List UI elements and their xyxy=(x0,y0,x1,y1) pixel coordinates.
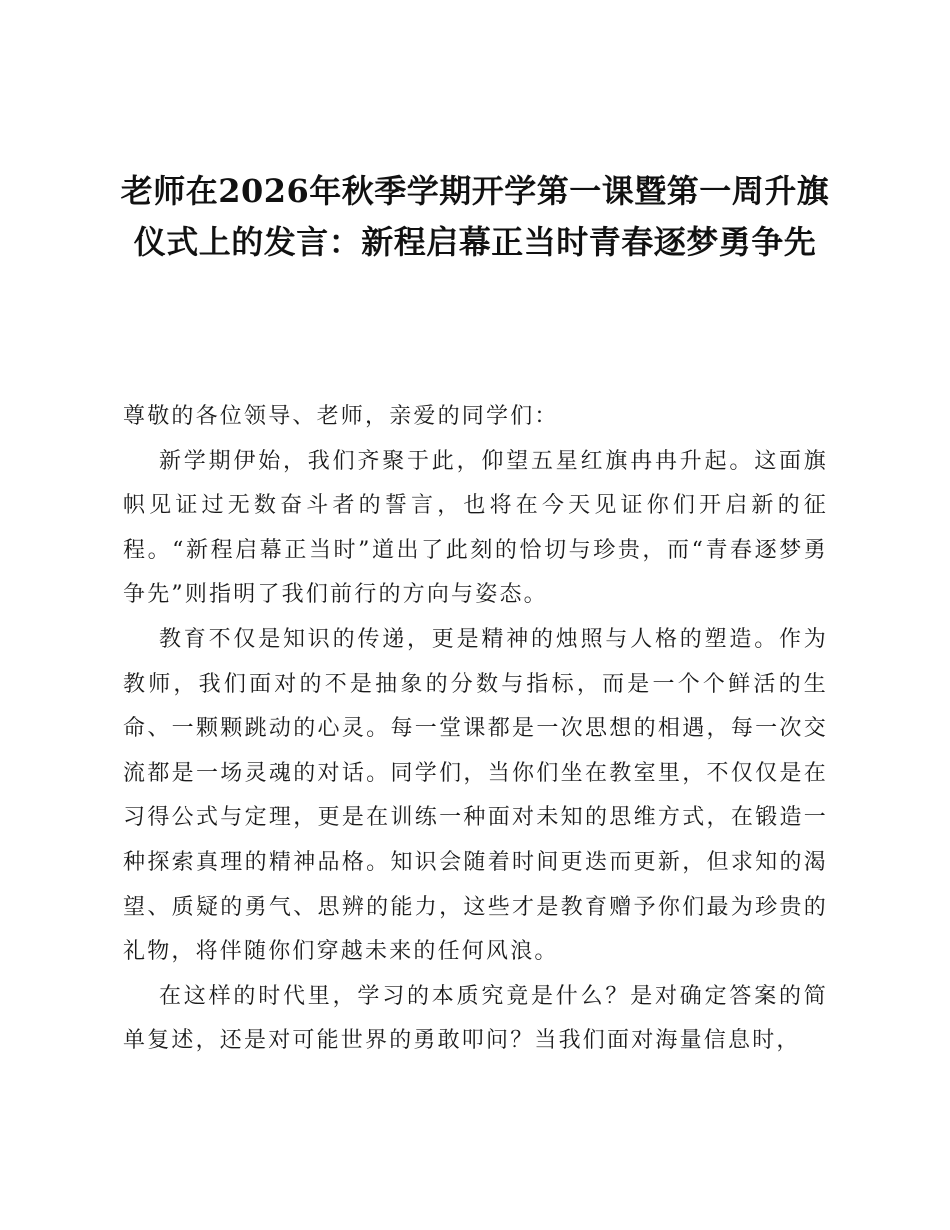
paragraph-1: 新学期伊始，我们齐聚于此，仰望五星红旗冉冉升起。这面旗帜见证过无数奋斗者的誓言，也将在今天见证你们开启新的征程。“新程启幕正当时”道出了此刻的恰切与珍贵，而“青春逐梦勇争先”则指明了我们前行的方向与姿态。 xyxy=(123,448,828,608)
paragraph-3: 在这样的时代里，学习的本质究竟是什么？是对确定答案的简单复述，还是对可能世界的勇敢叩问？当我们面对海量信息时， xyxy=(123,983,828,1054)
salutation: 尊敬的各位领导、老师，亲爱的同学们： xyxy=(123,404,559,429)
document-title: 老师在2026年秋季学期开学第一课暨第一周升旗仪式上的发言：新程启幕正当时青春逐梦勇争先 xyxy=(120,172,830,261)
paragraph-2: 教育不仅是知识的传递，更是精神的烛照与人格的塑造。作为教师，我们面对的不是抽象的分数与指标，而是一个个鲜活的生命、一颗颗跳动的心灵。每一堂课都是一次思想的相遇，每一次交流都是一场灵魂的对话。同学们，当你们坐在教室里，不仅仅是在习得公式与定理，更是在训练一种面对未知的思维方式，在锻造一种探索真理的精神品格。知识会随着时间更迭而更新，但求知的渴望、质疑的勇气、思辨的能力，这些才是教育赠予你们最为珍贵的礼物，将伴随你们穿越未来的任何风浪。 xyxy=(123,626,828,965)
document-body xyxy=(123,395,828,1064)
